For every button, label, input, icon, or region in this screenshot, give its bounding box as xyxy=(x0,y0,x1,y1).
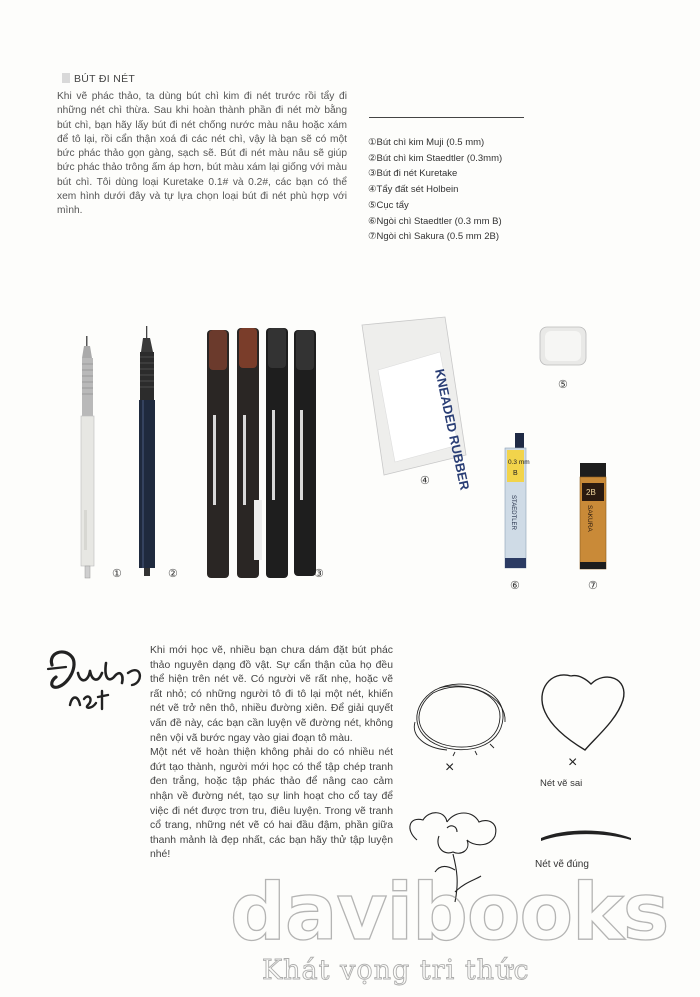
lead6-grade-text: B xyxy=(513,470,518,477)
watermark-brand: davibooks xyxy=(230,868,669,958)
wrong-mark-1: × xyxy=(445,759,455,776)
tapered-stroke xyxy=(541,831,631,842)
legend-item: ⑦Ngòi chì Sakura (0.5 mm 2B) xyxy=(368,231,500,243)
staedtler-lead-tube-image xyxy=(505,433,530,568)
lines-paragraph: Một nét vẽ hoàn thiện không phải do có nhiều nét đứt tạo thành, người mới học có thể tập chép tranh đen trắng, hoặc tập phác thảo để nâng cao cảm nhận về đường nét, tạo sự linh hoạt cho cổ tay để việc đi nét được trơn tru, điêu luyện. Trong vẽ tranh cổ trang, những nét vẽ có hai đầu đậm, phần giữa thanh mảnh là đẹp nhất, các bạn hãy thử tập luyện nhé! xyxy=(150,747,393,861)
section-title-text: BÚT ĐI NÉT xyxy=(74,73,136,85)
tools-photo xyxy=(0,300,700,600)
wrong-circle-sketch xyxy=(414,684,505,756)
photo-label-5: ⑤ xyxy=(558,379,568,391)
eraser-block-image xyxy=(540,327,586,365)
lines-heading-calligraphy xyxy=(44,643,149,723)
lead7-grade-text: 2B xyxy=(586,488,596,497)
legend-list xyxy=(368,135,502,245)
section-title xyxy=(62,73,135,85)
staedtler-pencil-image xyxy=(139,326,155,576)
legend-item: ⑥Ngòi chì Staedtler (0.3 mm B) xyxy=(368,215,502,227)
kuretake-pens-image xyxy=(207,328,316,578)
eraser-brand-text: KNEADED RUBBER xyxy=(432,367,473,492)
legend-item: ⑤Cục tẩy xyxy=(368,199,409,211)
legend-item: ③Bút đi nét Kuretake xyxy=(368,168,458,180)
kneaded-eraser-image xyxy=(362,317,473,492)
lead7-brand-text: SAKURA xyxy=(586,505,593,532)
legend-divider xyxy=(369,117,524,118)
legend-item: ④Tẩy đất sét Holbein xyxy=(368,184,459,196)
intro-text: Khi vẽ phác thảo, ta dùng bút chì kim đi nét trước rồi tẩy đi những nét chì thừa. Sau khi hoàn thành phần đi nét mờ bằng bút chì, bạn hãy lấy bút đi nét chống nước màu nâu hoặc xám để tô lại, rồi cẩn thận xoá đi các nét chì, vậy là bạn sẽ có một bức phác thảo gọn gàng, sạch sẽ. Bút đi nét màu nâu sẽ giúp bức phác thảo trông ấm áp hơn, bút màu xám lại giống với màu bút chì. Tôi dùng loại Kuretake 0.1# và 0.2#, các bạn có thể xem hình dưới đây và tự lựa chọn loại bút đi nét phù hợp với mình. xyxy=(57,91,347,217)
lines-heading-text: Đường nét xyxy=(44,643,49,644)
photo-label-1: ① xyxy=(112,568,122,580)
wrong-heart-sketch xyxy=(542,675,624,750)
intro-paragraph xyxy=(57,90,347,219)
lines-paragraph: Khi mới học vẽ, nhiều bạn chưa dám đặt bút phác thảo nguyên dạng đồ vật. Sự cẩn thận của họ đều thể hiện trên nét vẽ. Có người vẽ rất nhẹ, hoặc vẽ rất nhỏ; có những người tô đi tô lại một nét, khiến nét vẽ trở nên thô, nhiều đường xiên. Để giải quyết vấn đề này, các bạn cần luyện vẽ đường nét, không nên vội vã bước ngay vào giai đoạn tô màu. xyxy=(150,645,393,744)
muji-pencil-image xyxy=(81,336,94,578)
legend-item: ②Bút chì kim Staedtler (0.3mm) xyxy=(368,152,503,164)
photo-label-7: ⑦ xyxy=(588,580,598,592)
watermark-tagline: Khát vọng tri thức xyxy=(262,955,530,986)
lines-body xyxy=(150,644,393,863)
lead6-size-text: 0.3 mm xyxy=(508,459,530,466)
section-number-marker xyxy=(62,73,70,83)
right-caption: Nét vẽ đúng xyxy=(535,859,589,870)
sakura-lead-tube-image xyxy=(580,463,606,569)
photo-label-2: ② xyxy=(168,568,178,580)
legend-item: ①Bút chì kim Muji (0.5 mm) xyxy=(368,137,485,148)
photo-label-6: ⑥ xyxy=(510,580,520,592)
photo-label-4: ④ xyxy=(420,475,430,487)
wrong-caption: Nét vẽ sai xyxy=(540,778,583,789)
wrong-mark-2: × xyxy=(568,754,578,771)
photo-label-3: ③ xyxy=(314,568,324,580)
lead6-brand-text: STAEDTLER xyxy=(510,495,516,530)
